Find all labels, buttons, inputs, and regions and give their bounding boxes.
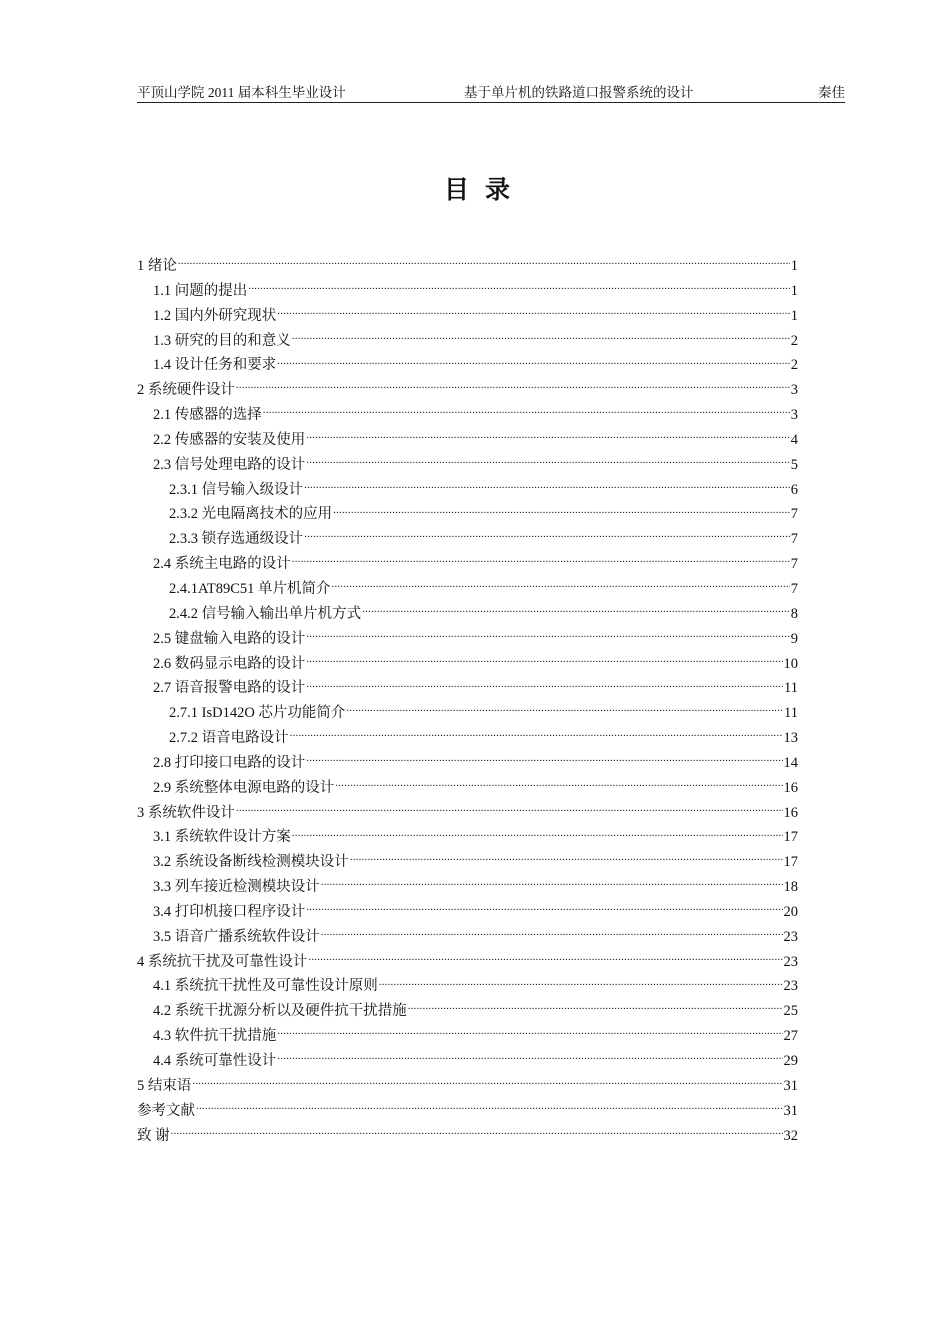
toc-entry-page-number: 2 (790, 332, 798, 349)
toc-dot-leader (321, 877, 783, 891)
toc-entry-page-number: 3 (790, 382, 798, 399)
toc-entry-page-number: 23 (783, 978, 798, 995)
toc-dot-leader (304, 529, 790, 543)
toc-entry-page-number: 16 (783, 804, 798, 821)
toc-entry[interactable] (137, 428, 798, 453)
toc-entry[interactable] (137, 1074, 798, 1099)
toc-entry-label: 4.1 系统抗干扰性及可靠性设计原则 (153, 978, 378, 995)
toc-entry-page-number: 23 (783, 928, 798, 945)
toc-entry[interactable] (137, 925, 798, 950)
toc-entry-label: 4.2 系统干扰源分析以及硬件抗干扰措施 (153, 1003, 407, 1020)
toc-dot-leader (306, 629, 790, 643)
toc-dot-leader (277, 355, 790, 369)
toc-entry-label: 2 系统硬件设计 (137, 382, 235, 399)
table-of-contents (137, 254, 798, 1148)
toc-entry[interactable] (137, 974, 798, 999)
toc-entry[interactable] (137, 701, 798, 726)
toc-entry-page-number: 18 (783, 879, 798, 896)
toc-entry[interactable] (137, 453, 798, 478)
toc-entry-label: 2.4.1AT89C51 单片机简介 (169, 580, 331, 597)
toc-entry-page-number: 23 (783, 953, 798, 970)
toc-entry-label: 1.4 设计任务和要求 (153, 357, 277, 374)
toc-entry-label: 2.5 键盘输入电路的设计 (153, 630, 306, 647)
toc-entry-label: 2.2 传感器的安装及使用 (153, 431, 306, 448)
toc-dot-leader (277, 1026, 782, 1040)
header-thesis-title: 基于单片机的铁路道口报警系统的设计 (464, 85, 694, 100)
toc-entry-page-number: 20 (783, 903, 798, 920)
toc-entry-page-number: 7 (790, 556, 798, 573)
toc-dot-leader (321, 927, 783, 941)
toc-entry-label: 2.1 传感器的选择 (153, 407, 262, 424)
toc-entry[interactable] (137, 652, 798, 677)
toc-entry-page-number: 7 (790, 531, 798, 548)
toc-entry-page-number: 27 (783, 1028, 798, 1045)
toc-entry-page-number: 4 (790, 431, 798, 448)
toc-entry-page-number: 2 (790, 357, 798, 374)
toc-entry[interactable] (137, 1024, 798, 1049)
toc-dot-leader (248, 281, 790, 295)
toc-dot-leader (350, 852, 783, 866)
toc-entry-label: 2.3.1 信号输入级设计 (169, 481, 304, 498)
toc-entry-label: 参考文献 (137, 1102, 195, 1119)
toc-entry-page-number: 7 (790, 580, 798, 597)
page-title: 目录 (443, 175, 526, 204)
toc-entry[interactable] (137, 1049, 798, 1074)
toc-entry[interactable] (137, 527, 798, 552)
toc-entry-label: 1.1 问题的提出 (153, 282, 248, 299)
toc-entry-label: 4.4 系统可靠性设计 (153, 1053, 277, 1069)
toc-dot-leader (236, 380, 790, 394)
toc-entry-label: 2.7.1 IsD142O 芯片功能简介 (169, 705, 346, 722)
toc-dot-leader (292, 827, 783, 841)
toc-entry[interactable] (137, 353, 798, 378)
toc-entry-page-number: 32 (783, 1127, 798, 1144)
toc-entry[interactable] (137, 1099, 798, 1124)
toc-dot-leader (408, 1001, 783, 1015)
toc-dot-leader (346, 703, 783, 717)
toc-dot-leader (308, 952, 782, 966)
toc-entry[interactable] (137, 751, 798, 776)
header-school-label: 平顶山学院 2011 届本科生毕业设计 (137, 85, 346, 100)
toc-dot-leader (362, 604, 790, 618)
toc-entry[interactable] (137, 900, 798, 925)
toc-dot-leader (263, 405, 790, 419)
toc-dot-leader (306, 430, 790, 444)
toc-entry-page-number: 17 (783, 854, 798, 871)
toc-entry-page-number: 14 (783, 754, 798, 771)
toc-entry[interactable] (137, 801, 798, 826)
toc-entry[interactable] (137, 304, 798, 329)
toc-dot-leader (379, 976, 783, 990)
toc-entry-label: 2.4.2 信号输入输出单片机方式 (169, 605, 362, 622)
toc-entry[interactable] (137, 329, 798, 354)
toc-dot-leader (171, 1126, 783, 1140)
toc-dot-leader (277, 306, 790, 320)
toc-entry-label: 2.6 数码显示电路的设计 (153, 655, 306, 672)
toc-entry-label: 2.7 语音报警电路的设计 (153, 680, 306, 697)
toc-dot-leader (335, 778, 782, 792)
toc-entry-page-number: 1 (790, 307, 798, 324)
header-author: 秦佳 (818, 85, 845, 100)
toc-dot-leader (333, 504, 790, 518)
toc-entry[interactable] (137, 726, 798, 751)
toc-dot-leader (277, 1051, 782, 1065)
toc-dot-leader (306, 902, 782, 916)
toc-dot-leader (290, 728, 783, 742)
toc-entry-label: 3.2 系统设备断线检测模块设计 (153, 854, 349, 871)
toc-entry[interactable] (137, 676, 798, 701)
toc-dot-leader (306, 654, 782, 668)
toc-entry-page-number: 3 (790, 407, 798, 424)
toc-entry-label: 3.4 打印机接口程序设计 (153, 903, 306, 920)
toc-dot-leader (292, 331, 790, 345)
toc-entry-label: 1.2 国内外研究现状 (153, 307, 277, 324)
toc-entry-label: 致 谢 (137, 1127, 170, 1144)
toc-dot-leader (304, 480, 790, 494)
toc-entry-page-number: 1 (790, 258, 798, 274)
toc-entry-label: 5 结束语 (137, 1077, 192, 1094)
toc-dot-leader (192, 1076, 782, 1090)
toc-entry-label: 2.3.2 光电隔离技术的应用 (169, 506, 333, 523)
toc-entry-page-number: 13 (783, 730, 798, 747)
toc-entry-page-number: 25 (783, 1003, 798, 1020)
toc-entry-page-number: 31 (783, 1102, 798, 1119)
toc-entry-label: 2.3 信号处理电路的设计 (153, 456, 306, 473)
toc-dot-leader (292, 554, 790, 568)
toc-entry[interactable] (137, 403, 798, 428)
toc-entry[interactable] (137, 378, 798, 403)
toc-entry[interactable] (137, 950, 798, 975)
toc-dot-leader (332, 579, 790, 593)
toc-entry-label: 4.3 软件抗干扰措施 (153, 1028, 277, 1045)
toc-entry[interactable] (137, 478, 798, 503)
toc-entry-page-number: 10 (783, 655, 798, 672)
toc-entry-label: 2.4 系统主电路的设计 (153, 556, 291, 573)
toc-entry-label: 3.5 语音广播系统软件设计 (153, 928, 320, 945)
toc-entry-page-number: 31 (783, 1077, 798, 1094)
toc-dot-leader (306, 753, 782, 767)
toc-entry[interactable] (137, 999, 798, 1024)
page-header (137, 84, 845, 103)
toc-entry[interactable] (137, 627, 798, 652)
toc-entry-page-number: 5 (790, 456, 798, 473)
toc-dot-leader (306, 678, 783, 692)
toc-dot-leader (306, 455, 790, 469)
toc-entry-label: 2.7.2 语音电路设计 (169, 730, 289, 747)
toc-entry[interactable] (137, 502, 798, 527)
toc-dot-leader (196, 1101, 783, 1115)
toc-entry-label: 3.3 列车接近检测模块设计 (153, 879, 320, 896)
toc-entry[interactable] (137, 875, 798, 900)
toc-entry-page-number: 11 (784, 680, 798, 697)
toc-entry-page-number: 6 (790, 481, 798, 498)
toc-entry-label: 1 绪论 (137, 258, 177, 274)
toc-entry-label: 2.8 打印接口电路的设计 (153, 754, 306, 771)
toc-entry-label: 2.9 系统整体电源电路的设计 (153, 779, 335, 796)
toc-entry-label: 1.3 研究的目的和意义 (153, 332, 291, 349)
toc-entry-label: 2.3.3 锁存选通级设计 (169, 531, 304, 548)
toc-entry-page-number: 17 (783, 829, 798, 846)
toc-entry[interactable] (137, 254, 798, 279)
toc-entry-page-number: 9 (790, 630, 798, 647)
toc-entry[interactable] (137, 602, 798, 627)
toc-entry-page-number: 29 (783, 1053, 798, 1069)
toc-entry-page-number: 7 (790, 506, 798, 523)
toc-entry[interactable] (137, 825, 798, 850)
toc-entry[interactable] (137, 776, 798, 801)
toc-entry-label: 3 系统软件设计 (137, 804, 235, 821)
toc-entry[interactable] (137, 577, 798, 602)
toc-entry[interactable] (137, 552, 798, 577)
toc-entry-page-number: 1 (790, 282, 798, 299)
toc-entry-label: 4 系统抗干扰及可靠性设计 (137, 953, 308, 970)
toc-entry-page-number: 16 (783, 779, 798, 796)
toc-entry-page-number: 8 (790, 605, 798, 622)
toc-entry[interactable] (137, 850, 798, 875)
toc-entry[interactable] (137, 279, 798, 304)
toc-dot-leader (236, 803, 783, 817)
toc-entry-label: 3.1 系统软件设计方案 (153, 829, 291, 846)
toc-entry-page-number: 11 (784, 705, 798, 722)
toc-dot-leader (178, 256, 790, 270)
toc-entry[interactable] (137, 1124, 798, 1149)
